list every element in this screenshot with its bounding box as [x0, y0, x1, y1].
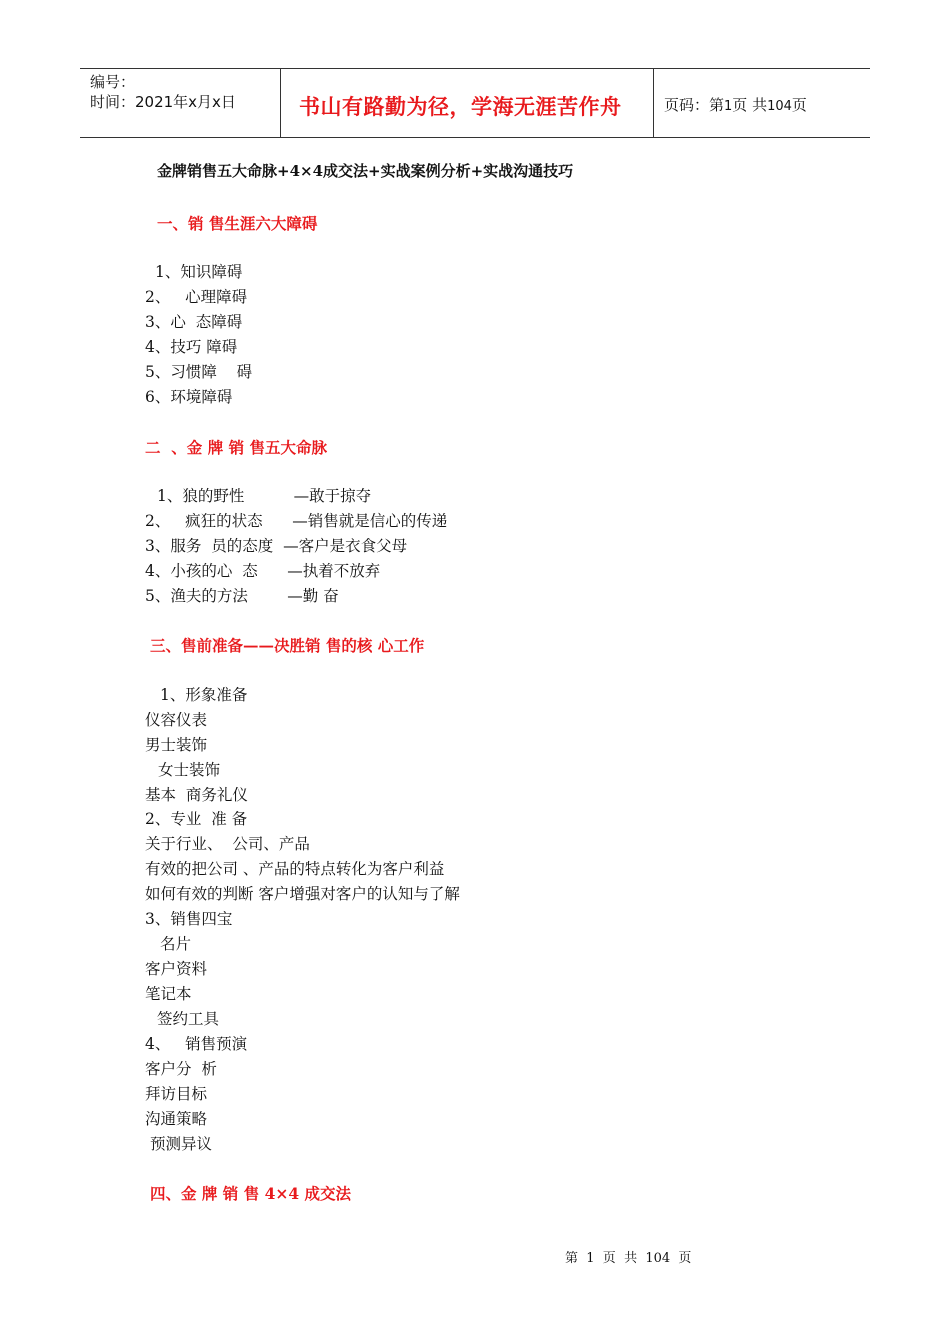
section-heading: 四、金 牌 销 售 4×4 成交法: [150, 1184, 352, 1203]
list-item: 5、渔夫的方法 —勤 奋: [145, 587, 339, 605]
section-heading: 三、售前准备——决胜销 售的核 心工作: [150, 636, 425, 655]
list-item: 关于行业、 公司、产品: [145, 835, 310, 853]
list-item: 男士装饰: [145, 736, 208, 754]
list-item: 2、 疯狂的状态 —销售就是信心的传递: [145, 512, 448, 530]
list-item: 笔记本: [145, 985, 192, 1003]
page-footer: 第 1 页 共 104 页: [565, 1251, 692, 1266]
document-number-label: 编号：: [90, 73, 136, 91]
page-suffix: 页: [791, 96, 807, 114]
header-page-number: [664, 94, 807, 115]
list-item: 预测异议: [150, 1135, 213, 1153]
list-item: 1、狼的野性 —敢于掠夺: [157, 487, 372, 505]
list-item: 拜访目标: [145, 1085, 208, 1103]
document-title: 金牌销售五大命脉+4×4成交法+实战案例分析+实战沟通技巧: [157, 162, 574, 180]
list-item: 如何有效的判断 客户增强对客户的认知与了解: [145, 885, 460, 903]
list-item: 4、小孩的心 态 —执着不放弃: [145, 562, 381, 580]
list-item: 有效的把公司 、产品的特点转化为客户利益: [145, 860, 445, 878]
section-heading: 二 、金 牌 销 售五大命脉: [145, 438, 327, 457]
list-item: 名片: [160, 935, 192, 953]
list-item: 4、 销售预演: [145, 1035, 248, 1053]
list-item: 3、心 态障碍: [145, 313, 243, 331]
list-item: 1、知识障碍: [155, 263, 243, 281]
list-item: 仪容仪表: [145, 711, 208, 729]
list-item: 3、销售四宝: [145, 910, 233, 928]
header-motto: 书山有路勤为径，学海无涯苦作舟: [299, 95, 622, 119]
list-item: 2、 心理障碍: [145, 288, 248, 306]
page-mid: 页 共: [732, 96, 768, 114]
list-item: 客户资料: [145, 960, 208, 978]
list-item: 5、习惯障 碍: [145, 363, 253, 381]
section-heading: 一、销 售生涯六大障碍: [157, 214, 318, 233]
header-meta-cell: [80, 69, 281, 137]
header-page-cell: [654, 69, 870, 137]
list-item: 4、技巧 障碍: [145, 338, 238, 356]
page-prefix: 页码：第: [664, 96, 725, 114]
list-item: 6、环境障碍: [145, 388, 233, 406]
list-item: 基本 商务礼仪: [145, 786, 248, 804]
list-item: 2、专业 准 备: [145, 810, 248, 828]
list-item: 客户分 析: [145, 1060, 217, 1078]
list-item: 1、形象准备: [160, 686, 248, 704]
page-header: [80, 68, 870, 138]
page-total: 104: [767, 99, 792, 114]
list-item: 3、服务 员的态度 —客户是衣食父母: [145, 537, 408, 555]
page-current: 1: [724, 99, 733, 114]
list-item: 签约工具: [157, 1010, 220, 1028]
header-motto-cell: [281, 69, 654, 137]
list-item: 女士装饰: [158, 761, 221, 779]
list-item: 沟通策略: [145, 1110, 208, 1128]
document-date-label: 时间：2021年x月x日: [90, 93, 236, 111]
